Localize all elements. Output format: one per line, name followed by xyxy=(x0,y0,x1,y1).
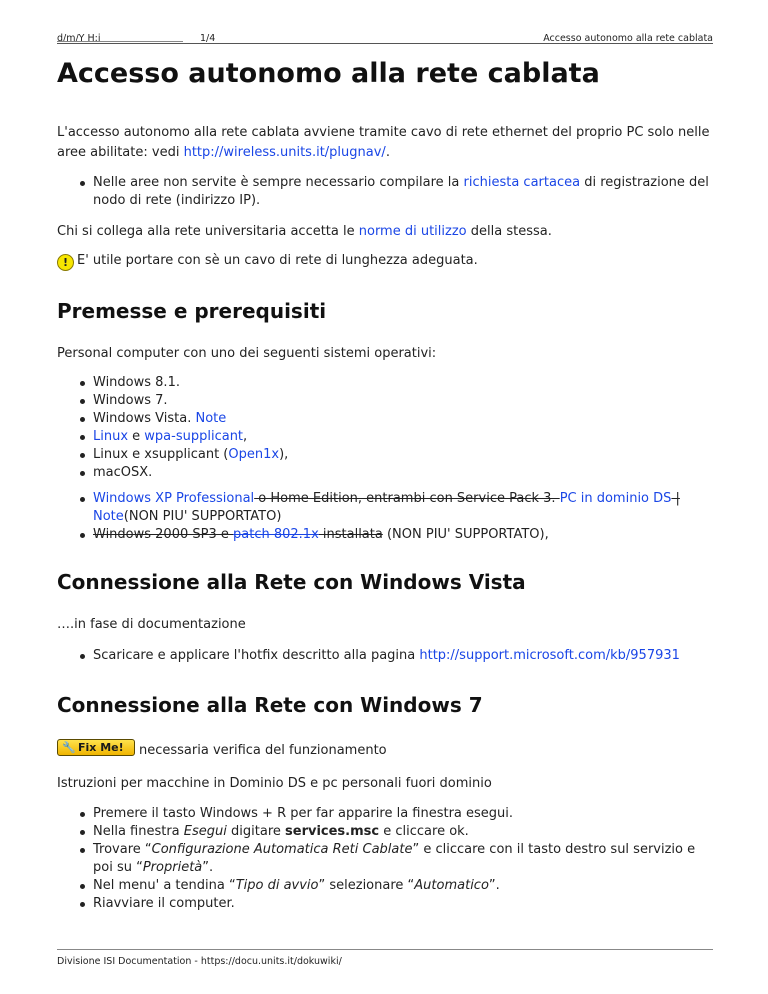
list-item: Windows 7. xyxy=(93,392,713,410)
list-item: Windows 2000 SP3 e patch 802.1x installata (NON PIU' SUPPORTATO), xyxy=(93,526,713,544)
document-body xyxy=(57,52,713,913)
patch-8021x-link[interactable]: patch 802.1x xyxy=(233,527,319,542)
intro-list xyxy=(57,174,713,210)
windows-xp-link[interactable]: Windows XP Professional xyxy=(93,491,255,506)
list-item: Windows XP Professional o Home Edition, entrambi con Service Pack 3. PC in dominio DS | Note(NON PIU' SUPPORTATO) xyxy=(93,490,713,526)
header-page-number: 1/4 xyxy=(200,33,216,44)
header-divider xyxy=(57,43,713,44)
page-title: Accesso autonomo alla rete cablata xyxy=(57,58,600,89)
legacy-os-list xyxy=(57,490,713,544)
header-date: d/m/Y H:i xyxy=(57,33,101,44)
warning-icon: ! xyxy=(57,254,74,271)
list-item: Nel menu' a tendina “Tipo di avvio” selezionare “Automatico”. xyxy=(93,877,713,895)
windows7-lead: Istruzioni per macchine in Dominio DS e pc personali fuori dominio xyxy=(57,776,492,791)
richiesta-cartacea-link[interactable]: richiesta cartacea xyxy=(463,175,581,190)
os-list xyxy=(57,374,713,482)
list-item: Nelle aree non servite è sempre necessario compilare la richiesta cartacea di registrazione del nodo di rete (indirizzo IP). xyxy=(93,174,713,210)
list-item: Scaricare e applicare l'hotfix descritto alla pagina http://support.microsoft.com/kb/957931 xyxy=(93,647,713,665)
list-item: Nella finestra Esegui digitare services.msc e cliccare ok. xyxy=(93,823,713,841)
xp-note-link[interactable]: Note xyxy=(93,509,124,524)
warning-note: ! E' utile portare con sè un cavo di rete di lunghezza adeguata. xyxy=(57,251,713,271)
section-heading-prerequisiti: Premesse e prerequisiti xyxy=(57,298,327,323)
fixme-badge: 🔧 Fix Me! xyxy=(57,739,135,756)
norme-paragraph: Chi si collega alla rete universitaria accetta le norme di utilizzo della stessa. xyxy=(57,224,552,239)
section-heading-vista: Connessione alla Rete con Windows Vista xyxy=(57,570,526,594)
list-item: Premere il tasto Windows + R per far apparire la finestra esegui. xyxy=(93,805,713,823)
wrench-icon: 🔧 xyxy=(62,740,76,754)
list-item: Linux e xsupplicant (Open1x), xyxy=(93,446,713,464)
fixme-note: 🔧 Fix Me! necessaria verifica del funzionamento xyxy=(57,739,713,761)
norme-di-utilizzo-link[interactable]: norme di utilizzo xyxy=(358,224,467,239)
hotfix-link[interactable]: http://support.microsoft.com/kb/957931 xyxy=(419,647,680,663)
intro-paragraph: L'accesso autonomo alla rete cablata avviene tramite cavo di rete ethernet del proprio PC solo nelle aree abilitate: vedi http://wireless.units.it/plugnav/. xyxy=(57,125,710,160)
list-item: macOSX. xyxy=(93,464,713,482)
list-item: Windows Vista. Note xyxy=(93,410,713,428)
open1x-link[interactable]: Open1x xyxy=(228,447,280,462)
list-item: Riavviare il computer. xyxy=(93,895,713,913)
windows7-steps xyxy=(57,805,713,913)
wpa-supplicant-link[interactable]: wpa-supplicant xyxy=(144,429,244,444)
list-item: Windows 8.1. xyxy=(93,374,713,392)
page-footer: Divisione ISI Documentation - https://docu.units.it/dokuwiki/ xyxy=(57,956,342,967)
pc-dominio-ds-link[interactable]: PC in dominio DS xyxy=(559,491,672,506)
list-item: Trovare “Configurazione Automatica Reti Cablate” e cliccare con il tasto destro sul servizio e poi su “Proprietà”. xyxy=(93,841,713,877)
linux-link[interactable]: Linux xyxy=(93,429,129,444)
list-item: Linux e wpa-supplicant, xyxy=(93,428,713,446)
plugnav-link[interactable]: http://wireless.units.it/plugnav/ xyxy=(183,144,386,160)
section-heading-windows7: Connessione alla Rete con Windows 7 xyxy=(57,692,483,717)
vista-status: ….in fase di documentazione xyxy=(57,617,246,632)
header-divider-short xyxy=(57,41,183,42)
vista-list xyxy=(57,647,713,665)
vista-note-link[interactable]: Note xyxy=(195,411,227,426)
header-doc-title: Accesso autonomo alla rete cablata xyxy=(543,33,713,44)
footer-divider xyxy=(57,949,713,950)
prerequisiti-lead: Personal computer con uno dei seguenti sistemi operativi: xyxy=(57,345,437,361)
